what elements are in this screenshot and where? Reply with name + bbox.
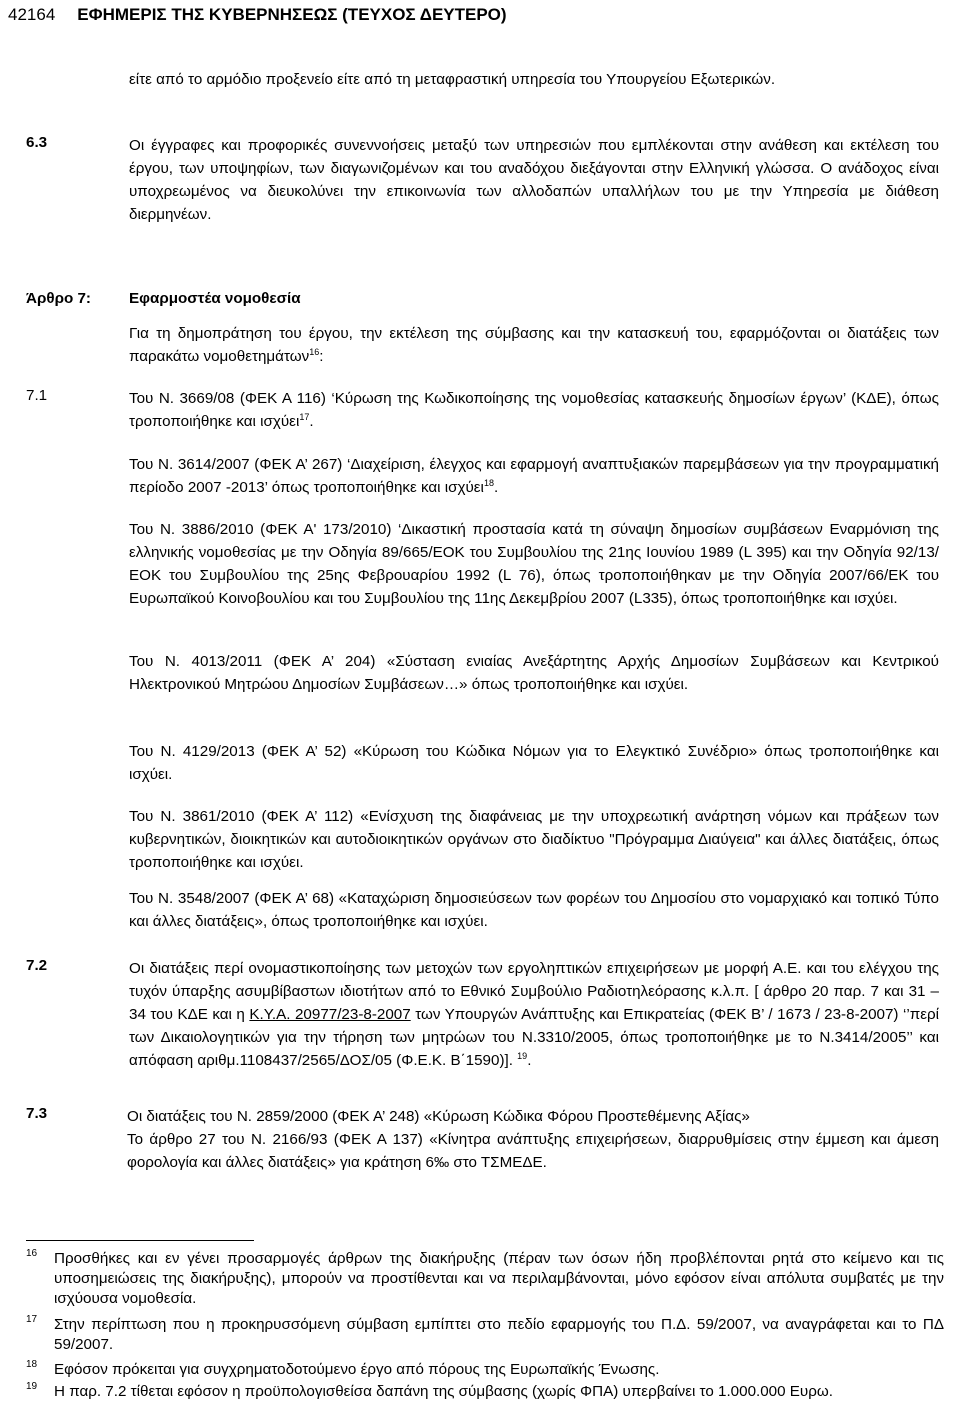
section-6-3-number: 6.3	[26, 134, 48, 151]
footnote-number: 16	[26, 1248, 38, 1259]
law-item: Του Ν. 3886/2010 (ΦΕΚ Α' 173/2010) ‘Δικαστική προστασία κατά τη σύναψη δημοσίων συμβάσεων Εναρμόνιση της ελληνικής νομοθεσίας με την Οδηγία 89/665/ΕΟΚ του Συμβουλίου της 21ης Ιουνίου 1989 (L 395) και την Οδηγία 92/13/ΕΟΚ του Συμβουλίου της 25ης Φεβρουαρίου 1992 (L 76), όπως τροποποιήθηκαν με την Οδηγία 2007/66/ΕΚ του Ευρωπαϊκού Κοινοβουλίου και του Συμβουλίου της 11ης Δεκεμβρίου 2007 (L335), όπως τροποποιήθηκε και ισχύει.	[129, 521, 939, 607]
page-number: 42164	[8, 5, 56, 24]
article-7-intro: Για τη δημοπράτηση του έργου, την εκτέλεση της σύμβασης και την κατασκευή του, εφαρμόζονται οι διατάξεις των παρακάτω νομοθετημάτων$^{16}$:	[129, 325, 939, 365]
footnote-ref-16: 16	[309, 346, 320, 357]
footnote-text: Εφόσον πρόκειται για συγχρηματοδοτούμενο έργο από πόρους της Ευρωπαϊκής Ένωσης.	[54, 1361, 660, 1378]
kya-reference: Κ.Υ.Α. 20977/23-8-2007	[249, 1006, 411, 1023]
law-item: Του Ν. 3669/08 (ΦΕΚ Α 116) ‘Κύρωση της Κωδικοποίησης της νομοθεσίας κατασκευής δημοσίων έργων’ (ΚΔΕ), όπως τροποποιήθηκε και ισχύει$^{17}$.	[129, 390, 939, 430]
footnote-text: Στην περίπτωση που η προκηρυσσόμενη σύμβαση εμπίπτει στο πεδίο εφαρμογής του Π.Δ. 59/2007, να αναγράφεται και το ΠΔ 59/2007.	[54, 1316, 944, 1353]
footnote-text: Προσθήκες και εν γένει προσαρμογές άρθρων της διακήρυξης (πέραν των όσων ήδη προβλέπονται ρητά στο κείμενο και τις υποσημειώσεις της διακήρυξης), μπορούν να προστίθενται και να περιλαμβάνονται, μόνο εφόσον είναι απόλυτα συμβατές με την ισχύουσα νομοθεσία.	[54, 1250, 944, 1307]
footnote-ref-18: 18	[483, 477, 494, 488]
footnote-number: 17	[26, 1314, 38, 1325]
footnote-text: Η παρ. 7.2 τίθεται εφόσον η προϋπολογισθείσα δαπάνη της σύμβασης (χωρίς ΦΠΑ) υπερβαίνει το 1.000.000 Ευρω.	[54, 1383, 833, 1400]
intro-continuation: είτε από το αρμόδιο προξενείο είτε από τη μεταφραστική υπηρεσία του Υπουργείου Εξωτερικών.	[129, 71, 776, 88]
gazette-title: ΕΦΗΜΕΡΙΣ ΤΗΣ ΚΥΒΕΡΝΗΣΕΩΣ (ΤΕΥΧΟΣ ΔΕΥΤΕΡΟ)	[77, 5, 507, 24]
footnote-ref-19: 19	[517, 1050, 528, 1061]
law-item: Του Ν. 4013/2011 (ΦΕΚ Α’ 204) «Σύσταση ενιαίας Ανεξάρτητης Αρχής Δημοσίων Συμβάσεων και Κεντρικού Ηλεκτρονικού Μητρώου Δημοσίων Συμβάσεων…» όπως τροποποιήθηκε και ισχύει.	[129, 653, 939, 693]
footnote-separator	[26, 1240, 254, 1241]
page-header	[8, 5, 507, 25]
section-7-1-number: 7.1	[26, 387, 48, 404]
article-7-title: Εφαρμοστέα νομοθεσία	[129, 290, 301, 307]
footnote-number: 19	[26, 1381, 38, 1392]
law-item: Του Ν. 4129/2013 (ΦΕΚ Α’ 52) «Κύρωση του Κώδικα Νόμων για το Ελεγκτικό Συνέδριο» όπως τροποποιήθηκε και ισχύει.	[129, 743, 939, 783]
law-item: Του Ν. 3548/2007 (ΦΕΚ Α’ 68) «Καταχώριση δημοσιεύσεων των φορέων του Δημοσίου στο νομαρχιακό και τοπικό Τύπο και άλλες διατάξεις», όπως τροποποιήθηκε και ισχύει.	[129, 890, 939, 930]
section-7-3-number: 7.3	[26, 1105, 48, 1122]
section-7-3-line2: Το άρθρο 27 του Ν. 2166/93 (ΦΕΚ Α 137) «Κίνητρα ανάπτυξης επιχειρήσεων, διαρρυθμίσεις στην έμμεση και άμεση φορολογία και άλλες διατάξεις» για κράτηση 6‰ στο ΤΣΜΕΔΕ.	[127, 1131, 939, 1171]
section-6-3-text: Οι έγγραφες και προφορικές συνεννοήσεις μεταξύ των υπηρεσιών που εμπλέκονται στην ανάθεση και εκτέλεση του έργου, των υποψηφίων, των διαγωνιζομένων και του αναδόχου διεξάγονται στην Ελληνική γλώσσα. Ο ανάδοχος είναι υποχρεωμένος να διευκολύνει την επικοινωνία των αλλοδαπών υπαλλήλων του με την Υπηρεσία με διάθεση διερμηνέων.	[129, 137, 939, 223]
section-7-2-text: Οι διατάξεις περί ονομαστικοποίησης των μετοχών των εργοληπτικών επιχειρήσεων με μορφή Α.Ε. και του ελέγχου της τυχόν ύπαρξης ασυμβίβαστων ιδιοτήτων από το Εθνικό Συμβούλιο Ραδιοτηλεόρασης κ.λ.π. [ άρθρο 20 παρ. 7 και 31 – 34 του ΚΔΕ και η Κ.Υ.Α. 20977/23-8-2007 των Υπουργών Ανάπτυξης και Επικρατείας (ΦΕΚ Β’ / 1673 / 23-8-2007) ‘’περί των Δικαιολογητικών για την τήρηση των μητρώων του Ν.3310/2005, όπως τροποποιήθηκε με το Ν.3414/2005’’ και απόφαση αριθμ.1108437/2565/ΔΟΣ/05 (Φ.Ε.Κ. Β΄1590)]. $^{19}$.	[129, 960, 939, 1069]
law-item: Του Ν. 3861/2010 (ΦΕΚ Α’ 112) «Ενίσχυση της διαφάνειας με την υποχρεωτική ανάρτηση νόμων και πράξεων των κυβερνητικών, διοικητικών και αυτοδιοικητικών οργάνων στο διαδίκτυο "Πρόγραμμα Διαύγεια" και άλλες διατάξεις, όπως τροποποιήθηκε και ισχύει.	[129, 808, 939, 871]
article-7-label: Άρθρο 7:	[26, 290, 91, 307]
law-item: Του Ν. 3614/2007 (ΦΕΚ Α’ 267) ‘Διαχείριση, έλεγχος και εφαρμογή αναπτυξιακών παρεμβάσεων για την προγραμματική περίοδο 2007 -2013’ όπως τροποποιήθηκε και ισχύει$^{18}$.	[129, 456, 939, 496]
footnote-ref-17: 17	[299, 411, 310, 422]
section-7-2-number: 7.2	[26, 957, 48, 974]
section-7-3-line1: Οι διατάξεις του Ν. 2859/2000 (ΦΕΚ Α’ 248) «Κύρωση Κώδικα Φόρου Προστεθέμενης Αξίας»	[127, 1108, 750, 1125]
footnote-number: 18	[26, 1359, 38, 1370]
